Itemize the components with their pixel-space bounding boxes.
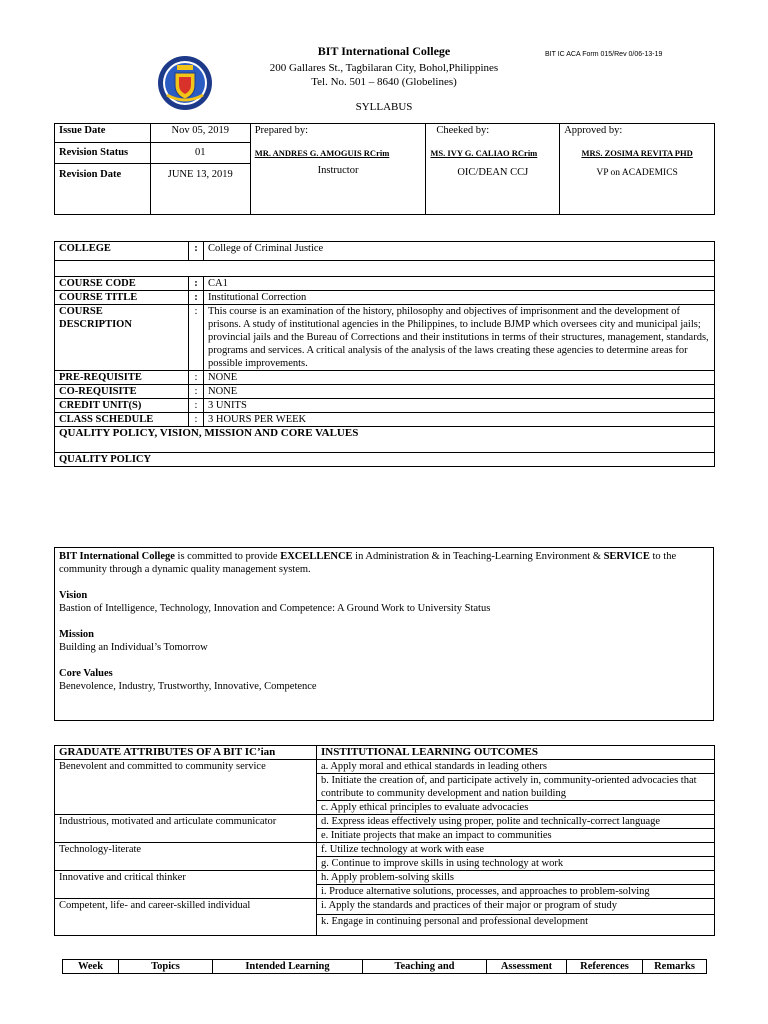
course-title-label: COURSE TITLE xyxy=(55,291,189,305)
revision-status-value: 01 xyxy=(150,143,250,164)
graduate-attributes-header: GRADUATE ATTRIBUTES OF A BIT IC’ian xyxy=(55,746,317,760)
college-label: COLLEGE xyxy=(55,242,189,261)
outcome-item: a. Apply moral and ethical standards in leading others xyxy=(317,760,715,774)
college-name: BIT International College xyxy=(317,44,451,58)
topics-column-header: Topics xyxy=(119,960,213,974)
college-address: 200 Gallares St., Tagbilaran City, Bohol,Philippines xyxy=(269,62,499,74)
weekly-plan-header xyxy=(62,959,707,974)
prepared-by-name: MR. ANDRES G. AMOGUIS RCrim xyxy=(254,147,390,158)
prepared-by-label: Prepared by: xyxy=(250,124,426,143)
week-column-header: Week xyxy=(63,960,119,974)
credit-units-value: 3 UNITS xyxy=(204,399,715,413)
attribute-row: Competent, life- and career-skilled individual xyxy=(55,899,317,936)
attribute-row: Benevolent and committed to community service xyxy=(55,760,317,815)
colon: : xyxy=(189,277,204,291)
approved-by-role: VP on ACADEMICS xyxy=(596,167,678,178)
assessment-column-header: Assessment xyxy=(487,960,567,974)
college-value: College of Criminal Justice xyxy=(204,242,715,261)
colon: : xyxy=(189,413,204,427)
core-values-text: Benevolence, Industry, Trustworthy, Innovative, Competence xyxy=(59,681,317,692)
outcome-item: i. Apply the standards and practices of their major or program of study xyxy=(317,899,715,915)
outcome-item: e. Initiate projects that make an impact to communities xyxy=(317,829,715,843)
form-code: BIT IC ACA Form 015/Rev 0/06-13-19 xyxy=(545,51,663,58)
prerequisite-value: NONE xyxy=(204,371,715,385)
qp-text-1: is committed to provide xyxy=(174,551,281,562)
class-schedule-value: 3 HOURS PER WEEK xyxy=(204,413,715,427)
colon: : xyxy=(189,305,204,371)
course-info-table xyxy=(54,241,715,467)
course-title-value: Institutional Correction xyxy=(204,291,715,305)
remarks-column-header: Remarks xyxy=(643,960,707,974)
attribute-row: Industrious, motivated and articulate communicator xyxy=(55,815,317,843)
checked-by-label: Cheeked by: xyxy=(426,124,560,143)
colon: : xyxy=(189,291,204,305)
graduate-attributes-table xyxy=(54,745,715,936)
document-title: SYLLABUS xyxy=(355,101,413,113)
course-description-label xyxy=(55,305,189,371)
outcome-item: i. Produce alternative solutions, processes, and approaches to problem-solving xyxy=(317,885,715,899)
course-description-value: This course is an examination of the history, philosophy and objectives of imprisonment and the development of prisons. A study of institutional agencies in the Philippines, to include BJMP which oversees city and municipal jails; provincial jails and the Bureau of Corrections and their institutions in terms of their structures, management, standards, programs and services. A critical analysis of the analysis of the laws creating these agencies to determine areas for possible improvements. xyxy=(204,305,715,371)
mission-label: Mission xyxy=(59,629,95,640)
course-code-label: COURSE CODE xyxy=(55,277,189,291)
revision-date-label: Revision Date xyxy=(55,164,151,185)
colon: : xyxy=(189,399,204,413)
colon: : xyxy=(189,371,204,385)
quality-policy-label: QUALITY POLICY xyxy=(55,453,715,467)
qp-text-2: in Administration & in Teaching-Learning Environment & xyxy=(352,551,604,562)
prepared-by-role: Instructor xyxy=(317,164,359,176)
qp-excellence: EXCELLENCE xyxy=(280,551,353,562)
checked-by-role: OIC/DEAN CCJ xyxy=(457,166,529,178)
vision-label: Vision xyxy=(59,590,88,601)
outcome-item: h. Apply problem-solving skills xyxy=(317,871,715,885)
prerequisite-label: PRE-REQUISITE xyxy=(55,371,189,385)
attribute-row: Innovative and critical thinker xyxy=(55,871,317,899)
outcome-item: k. Engage in continuing personal and professional development xyxy=(317,915,715,936)
intended-learning-column-header: Intended Learning xyxy=(213,960,363,974)
corequisite-value: NONE xyxy=(204,385,715,399)
course-description-label-line1: COURSE xyxy=(59,306,103,317)
attribute-row: Technology-literate xyxy=(55,843,317,871)
approved-by-name: MRS. ZOSIMA REVITA PHD xyxy=(581,147,693,158)
outcome-item: d. Express ideas effectively using proper, polite and technically-correct language xyxy=(317,815,715,829)
colon: : xyxy=(189,242,204,261)
quality-policy-statement xyxy=(59,550,709,576)
approval-table xyxy=(54,123,715,215)
qp-service: SERVICE xyxy=(603,551,650,562)
college-telephone: Tel. No. 501 – 8640 (Globelines) xyxy=(311,76,457,88)
mission-text: Building an Individual’s Tomorrow xyxy=(59,642,208,653)
qp-college-name: BIT International College xyxy=(59,551,175,562)
qp-text-3: to the community through a dynamic quality management system. xyxy=(59,551,677,575)
references-column-header: References xyxy=(567,960,643,974)
approved-by-label: Approved by: xyxy=(560,124,715,143)
quality-policy-heading: QUALITY POLICY, VISION, MISSION AND CORE VALUES xyxy=(55,427,715,453)
vision-text: Bastion of Intelligence, Technology, Innovation and Competence: A Ground Work to University Status xyxy=(59,603,491,614)
credit-units-label: CREDIT UNIT(S) xyxy=(55,399,189,413)
course-description-label-line2: DESCRIPTION xyxy=(59,319,132,330)
outcome-item: b. Initiate the creation of, and participate actively in, community-oriented advocacies that contribute to community development and nation building xyxy=(317,774,715,801)
colon: : xyxy=(189,385,204,399)
checked-by-name: MS. IVY G. CALIAO RCrim xyxy=(430,147,538,158)
revision-status-label: Revision Status xyxy=(55,143,151,164)
issue-date-label: Issue Date xyxy=(55,124,151,143)
teaching-column-header: Teaching and xyxy=(363,960,487,974)
core-values-label: Core Values xyxy=(59,668,113,679)
outcome-item: g. Continue to improve skills in using technology at work xyxy=(317,857,715,871)
outcome-item: f. Utilize technology at work with ease xyxy=(317,843,715,857)
class-schedule-label: CLASS SCHEDULE xyxy=(55,413,189,427)
quality-policy-box xyxy=(54,547,714,721)
learning-outcomes-header: INSTITUTIONAL LEARNING OUTCOMES xyxy=(317,746,715,760)
issue-date-value: Nov 05, 2019 xyxy=(150,124,250,143)
corequisite-label: CO-REQUISITE xyxy=(55,385,189,399)
revision-date-value: JUNE 13, 2019 xyxy=(150,164,250,185)
course-code-value: CA1 xyxy=(204,277,715,291)
outcome-item: c. Apply ethical principles to evaluate advocacies xyxy=(317,801,715,815)
